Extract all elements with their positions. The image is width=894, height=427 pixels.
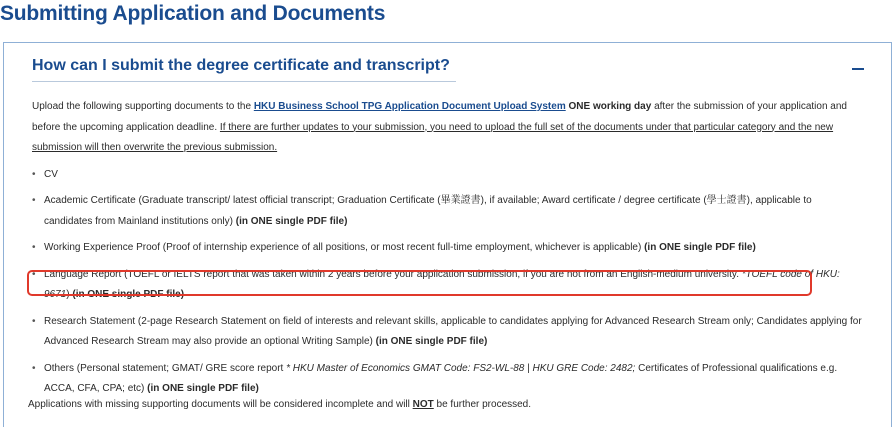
footer-note bbox=[28, 395, 531, 415]
item-text: Working Experience Proof (Proof of internship experience of all positions, or most recent full-time employment, whichever is applicable) bbox=[44, 242, 645, 253]
item-text-after: Certificates of Professional qualifications e.g. ACCA, CFA, CPA; etc) bbox=[44, 362, 838, 394]
item-bold: (in ONE single PDF file) bbox=[375, 336, 488, 347]
list-item-others bbox=[32, 359, 862, 400]
item-text: Language Report (TOEFL or IELTS report that was taken within 2 years before your application submission, if you are not from an English-medium university. bbox=[44, 268, 742, 280]
accordion-header[interactable] bbox=[4, 43, 891, 85]
minus-icon bbox=[852, 68, 864, 70]
item-bold: (in ONE single PDF file) bbox=[644, 242, 756, 253]
bullet-icon: • bbox=[32, 268, 36, 280]
item-text-after: ) bbox=[66, 289, 73, 300]
intro-text-bold: ONE working day bbox=[565, 101, 652, 112]
footer-text-end: be further processed. bbox=[433, 399, 532, 410]
list-item-language-report bbox=[32, 265, 862, 306]
faq-accordion-panel bbox=[3, 42, 892, 427]
item-italic: *TOEFL code of HKU: 9671 bbox=[44, 268, 840, 300]
item-bold: (in ONE single PDF file) bbox=[72, 289, 185, 300]
list-item-cv bbox=[32, 165, 862, 186]
footer-text: Applications with missing supporting documents will be considered incomplete and will bbox=[28, 399, 413, 410]
item-text: CV bbox=[44, 168, 58, 180]
intro-paragraph bbox=[32, 97, 862, 159]
intro-text-1: Upload the following supporting documents to the bbox=[32, 101, 254, 112]
list-item-academic-certificate bbox=[32, 191, 862, 232]
bullet-icon: • bbox=[32, 195, 36, 206]
accordion-title[interactable]: How can I submit the degree certificate and transcript? bbox=[32, 57, 450, 74]
item-bold: (in ONE single PDF file) bbox=[235, 215, 348, 227]
item-italic: * HKU Master of Economics GMAT Code: FS2-WL-88 | HKU GRE Code: 2482; bbox=[286, 362, 636, 374]
bullet-icon: • bbox=[32, 168, 36, 180]
intro-text-3: after the submission of your application and before the upcoming application deadline. bbox=[32, 101, 847, 133]
bullet-icon: • bbox=[32, 362, 36, 374]
page-title: Submitting Application and Documents bbox=[0, 2, 386, 25]
list-item-research-statement bbox=[32, 312, 862, 353]
footer-not-emphasis: NOT bbox=[412, 399, 434, 410]
title-underline bbox=[32, 81, 456, 82]
item-text: Academic Certificate (Graduate transcript/ latest official transcript; Graduation Certificate (畢業證書), if available; Award certificate / degree certificate (學士證書), applicable to candidates from Mainland institutions only) bbox=[44, 195, 812, 227]
bullet-icon: • bbox=[32, 242, 36, 253]
item-text: Research Statement (2-page Research Statement on field of interests and relevant skills, applicable to candidates applying for Advanced Research Stream only; Candidates applying for Advanced Research Stream may also provide an optional Writing Sample) bbox=[44, 315, 862, 347]
collapse-button[interactable] bbox=[850, 57, 868, 77]
upload-system-link[interactable]: HKU Business School TPG Application Document Upload System bbox=[253, 101, 566, 112]
list-item-working-experience bbox=[32, 238, 862, 259]
accordion-body bbox=[32, 97, 862, 406]
bullet-icon: • bbox=[32, 315, 36, 327]
item-text: Others (Personal statement; GMAT/ GRE score report bbox=[44, 362, 287, 374]
intro-text-underlined: If there are further updates to your submission, you need to upload the full set of the documents under that particular category and the new submission will then overwrite the previous submission. bbox=[32, 121, 834, 153]
documents-list bbox=[32, 165, 862, 400]
item-bold: (in ONE single PDF file) bbox=[147, 383, 259, 394]
